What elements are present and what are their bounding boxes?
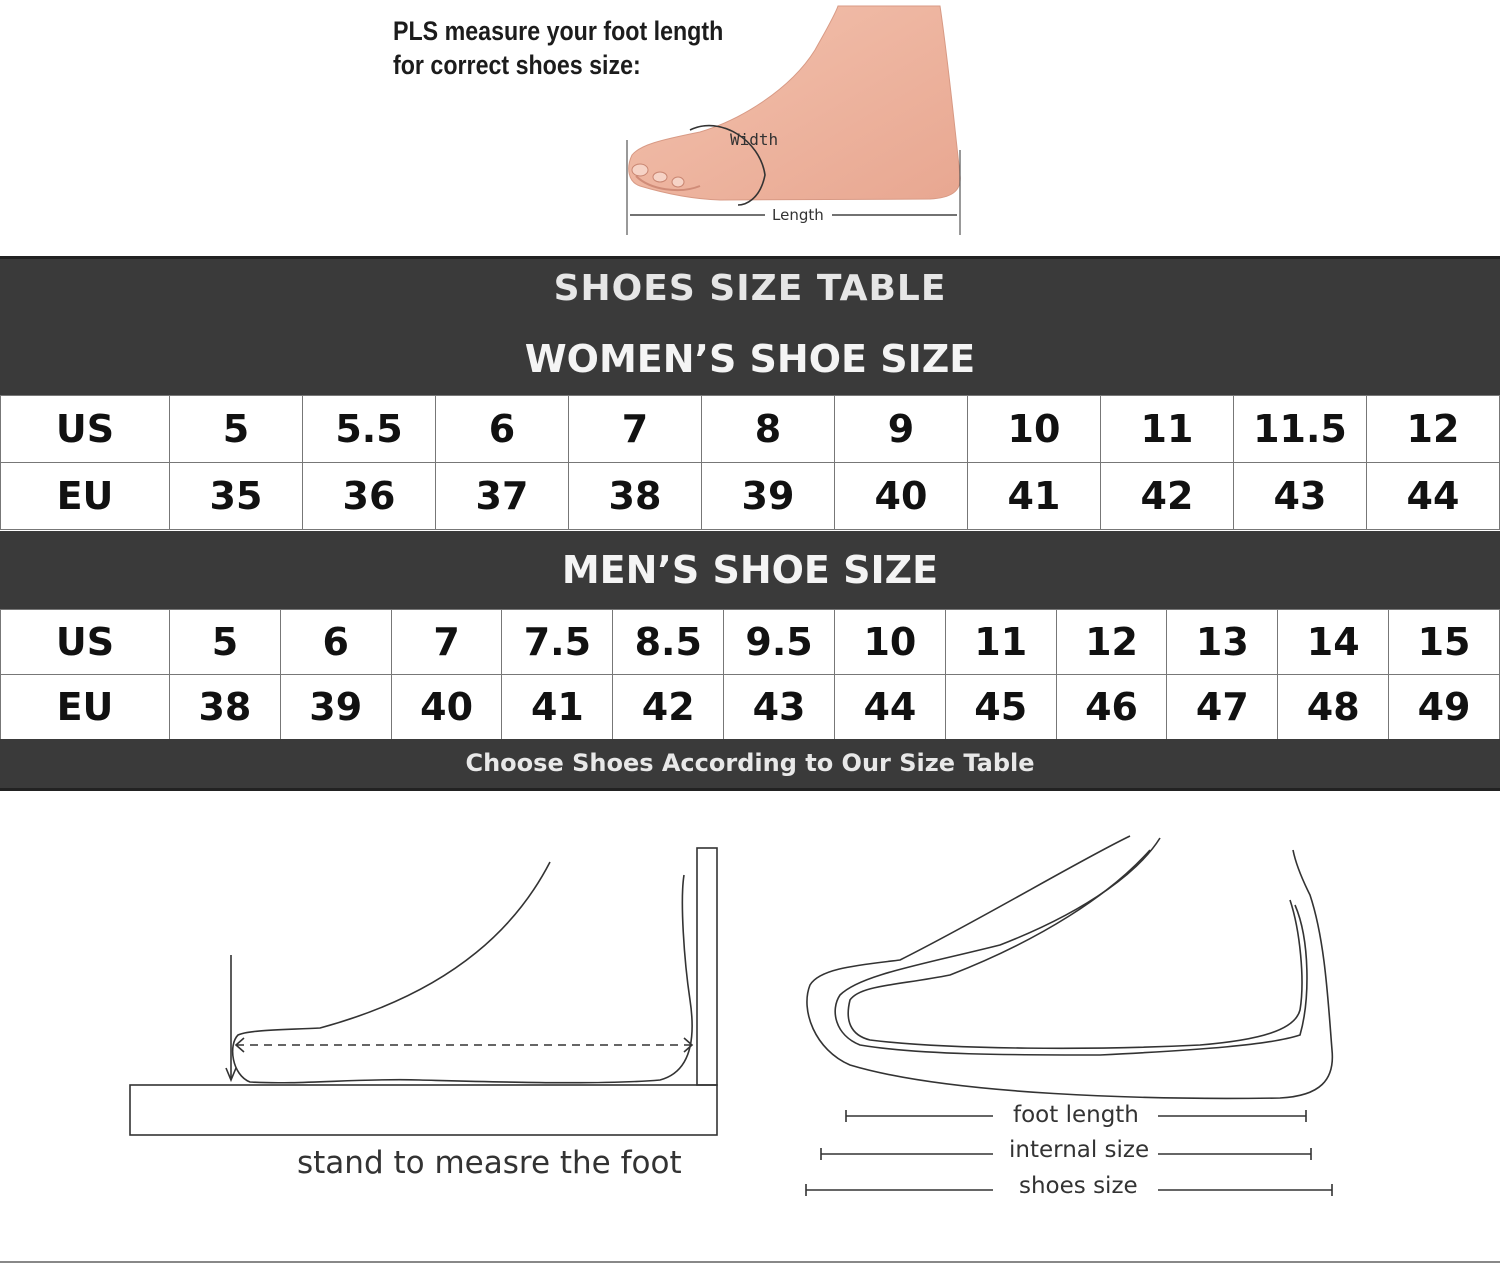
size-cell: 12 [1367,396,1500,463]
size-cell: 5.5 [303,396,436,463]
standing-foot-drawing [130,848,717,1135]
men-size-heading: MEN’S SHOE SIZE [0,531,1500,609]
length-label: Length [772,206,824,224]
size-table-footer: Choose Shoes According to Our Size Table [0,739,1500,791]
instructions-line-1: PLS measure your foot length [393,16,724,46]
size-cell: 43 [1234,463,1367,530]
size-cell: 38 [569,463,702,530]
women-size-table [0,395,1500,530]
size-cell: 6 [280,610,391,675]
size-cell: 36 [303,463,436,530]
size-cell: 45 [945,675,1056,740]
size-cell: 9 [835,396,968,463]
size-cell: 7 [569,396,702,463]
foot-measure-illustration [0,0,1500,255]
size-cell: 7.5 [502,610,613,675]
size-cell: 43 [724,675,835,740]
shoes-size-caption: shoes size [1019,1173,1138,1199]
bottom-divider [0,1261,1500,1263]
internal-size-caption: internal size [1009,1137,1150,1163]
size-cell: 47 [1167,675,1278,740]
measure-diagram [0,800,1500,1265]
size-cell: 11.5 [1234,396,1367,463]
size-cell: 46 [1056,675,1167,740]
size-cell: 40 [835,463,968,530]
size-cell: 9.5 [724,610,835,675]
size-cell: 8.5 [613,610,724,675]
size-cell: 8 [702,396,835,463]
size-cell: 10 [834,610,945,675]
size-table-title: SHOES SIZE TABLE [0,256,1500,320]
size-cell: 37 [436,463,569,530]
wall-board [697,848,717,1085]
size-cell: 10 [968,396,1101,463]
size-cell: 40 [391,675,502,740]
measure-instructions [393,14,723,82]
size-cell: 48 [1278,675,1389,740]
row-label: US [1,610,170,675]
size-cell: 11 [1101,396,1234,463]
size-cell: 6 [436,396,569,463]
size-cell: 41 [968,463,1101,530]
size-cell: 5 [170,396,303,463]
size-row-eu [1,463,1500,530]
foot-length-caption: foot length [1013,1102,1139,1128]
size-cell: 49 [1389,675,1500,740]
size-row-eu [1,675,1500,740]
size-cell: 39 [702,463,835,530]
size-cell: 14 [1278,610,1389,675]
stand-caption: stand to measre the foot [297,1145,682,1181]
size-row-us [1,610,1500,675]
size-cell: 35 [170,463,303,530]
size-cell: 39 [280,675,391,740]
size-cell: 15 [1389,610,1500,675]
floor-board [130,1085,717,1135]
size-cell: 5 [170,610,281,675]
row-label: EU [1,463,170,530]
size-cell: 44 [1367,463,1500,530]
width-label: Width [730,130,779,149]
size-cell: 7 [391,610,502,675]
size-cell: 12 [1056,610,1167,675]
men-size-table [0,609,1500,740]
size-cell: 42 [1101,463,1234,530]
size-cell: 38 [170,675,281,740]
size-cell: 11 [945,610,1056,675]
size-cell: 41 [502,675,613,740]
row-label: EU [1,675,170,740]
row-label: US [1,396,170,463]
size-cell: 13 [1167,610,1278,675]
size-cell: 44 [834,675,945,740]
instructions-line-2: for correct shoes size: [393,50,641,80]
size-row-us [1,396,1500,463]
size-cell: 42 [613,675,724,740]
women-size-heading: WOMEN’S SHOE SIZE [0,317,1500,395]
